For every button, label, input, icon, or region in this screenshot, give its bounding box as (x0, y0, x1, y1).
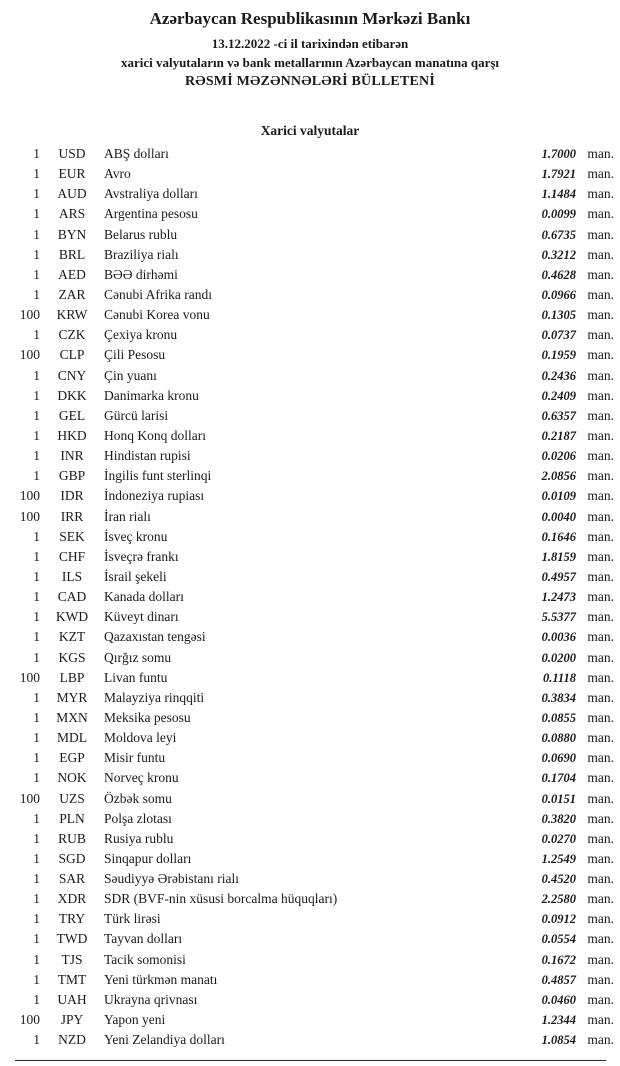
unit-label: man. (587, 830, 614, 846)
rate-row (12, 750, 614, 770)
unit-label: man. (587, 669, 614, 685)
currency-quantity: 1 (33, 327, 40, 343)
currency-name: Çexiya kronu (104, 327, 178, 343)
currency-code: RUB (58, 830, 86, 846)
currency-name: Tayvan dolları (104, 931, 183, 947)
rate-row (12, 569, 614, 589)
currency-name: Qazaxıstan tengəsi (104, 629, 206, 645)
unit-label: man. (587, 871, 614, 887)
currency-code: GBP (58, 468, 86, 484)
currency-code: EUR (58, 166, 86, 182)
unit-label: man. (587, 609, 614, 625)
rate-value: 0.2409 (541, 388, 576, 403)
currency-quantity: 100 (19, 790, 40, 806)
currency-code: CLP (59, 347, 85, 363)
currency-code: UAH (57, 991, 87, 1007)
currency-name: Rusiya rublu (104, 830, 174, 846)
currency-name: Səudiyyə Ərəbistanı rialı (104, 871, 239, 887)
unit-label: man. (587, 810, 614, 826)
unit-label: man. (587, 548, 614, 564)
currency-quantity: 1 (33, 589, 40, 605)
rate-row (12, 1012, 614, 1032)
unit-label: man. (587, 488, 614, 504)
rate-row (12, 468, 614, 488)
currency-code: KWD (55, 609, 89, 625)
rate-row (12, 670, 614, 690)
rate-value: 0.6735 (541, 227, 576, 242)
rate-row (12, 368, 614, 388)
rate-row (12, 1032, 614, 1052)
currency-code: SEK (59, 528, 85, 544)
rate-value: 0.0855 (541, 710, 576, 725)
currency-name: Avstraliya dolları (104, 186, 198, 202)
currency-name: Tacik somonisi (104, 951, 186, 967)
rate-row (12, 690, 614, 710)
currency-quantity: 1 (33, 871, 40, 887)
unit-label: man. (587, 1012, 614, 1028)
rate-row (12, 307, 614, 327)
currency-quantity: 1 (33, 971, 40, 987)
currency-code: TMT (57, 971, 87, 987)
unit-label: man. (587, 689, 614, 705)
rate-value: 0.3834 (541, 690, 576, 705)
rate-value: 0.3212 (541, 247, 576, 262)
currency-quantity: 1 (33, 387, 40, 403)
rate-value: 5.5377 (541, 610, 576, 625)
currency-code: GEL (58, 407, 86, 423)
rate-value: 1.0854 (541, 1033, 576, 1048)
unit-label: man. (587, 589, 614, 605)
rate-row (12, 287, 614, 307)
currency-quantity: 1 (33, 286, 40, 302)
currency-quantity: 1 (33, 730, 40, 746)
section-title: Xarici valyutalar (260, 123, 360, 138)
currency-name: Türk lirəsi (104, 911, 161, 927)
unit-label: man. (587, 850, 614, 866)
unit-label: man. (587, 327, 614, 343)
unit-label: man. (587, 166, 614, 182)
rate-row (12, 166, 614, 186)
rate-value: 0.0036 (541, 630, 576, 645)
rate-value: 0.0040 (541, 509, 576, 524)
currency-code: CZK (58, 327, 86, 343)
currency-name: Özbək somu (104, 790, 172, 806)
rate-value: 0.3820 (541, 811, 576, 826)
rate-row (12, 509, 614, 529)
currency-quantity: 1 (33, 548, 40, 564)
rate-value: 0.4628 (541, 267, 576, 282)
rate-value: 0.2187 (541, 428, 576, 443)
currency-code: CAD (57, 589, 87, 605)
currency-quantity: 100 (19, 488, 40, 504)
currency-quantity: 100 (19, 508, 40, 524)
unit-label: man. (587, 568, 614, 584)
rate-row (12, 931, 614, 951)
rate-value: 0.2436 (541, 368, 576, 383)
currency-quantity: 1 (33, 629, 40, 645)
rate-value: 1.2344 (541, 1013, 576, 1028)
rate-value: 0.0460 (541, 992, 576, 1007)
rate-value: 0.1704 (541, 771, 576, 786)
rate-value: 0.1118 (543, 670, 576, 685)
currency-quantity: 1 (33, 266, 40, 282)
rate-row (12, 267, 614, 287)
unit-label: man. (587, 307, 614, 323)
rate-value: 0.1672 (541, 952, 576, 967)
currency-name: Küveyt dinarı (104, 609, 179, 625)
currency-quantity: 100 (19, 669, 40, 685)
currency-name: Malayziya rinqqiti (104, 689, 205, 705)
rate-row (12, 448, 614, 468)
rate-value: 0.4520 (541, 872, 576, 887)
currency-name: İran rialı (104, 508, 151, 524)
rate-value: 0.0099 (541, 207, 576, 222)
currency-name: Meksika pesosu (104, 709, 191, 725)
rate-row (12, 428, 614, 448)
unit-label: man. (587, 951, 614, 967)
rate-value: 1.7000 (541, 147, 576, 161)
unit-label: man. (587, 468, 614, 484)
unit-label: man. (587, 991, 614, 1007)
rate-row (12, 851, 614, 871)
rate-row (12, 247, 614, 267)
rate-value: 2.0856 (541, 469, 576, 484)
currency-quantity: 1 (33, 689, 40, 705)
currency-code: TRY (58, 911, 86, 927)
unit-label: man. (587, 448, 614, 464)
bottom-divider (15, 1060, 606, 1061)
currency-quantity: 1 (33, 931, 40, 947)
currency-name: Moldova leyi (104, 730, 177, 746)
unit-label: man. (587, 1032, 614, 1048)
rate-value: 0.0200 (541, 650, 576, 665)
currency-code: NZD (58, 1032, 86, 1048)
currency-quantity: 1 (33, 367, 40, 383)
currency-name: İsveç kronu (104, 528, 168, 544)
currency-name: Polşa zlotası (104, 810, 172, 826)
currency-code: MDL (57, 730, 87, 746)
currency-name: Cənubi Afrika randı (104, 286, 212, 302)
currency-code: IRR (60, 508, 84, 524)
rate-row (12, 327, 614, 347)
currency-quantity: 1 (33, 246, 40, 262)
currency-name: Misir funtu (104, 750, 166, 766)
currency-name: İsveçrə frankı (104, 548, 179, 564)
rate-row (12, 549, 614, 569)
currency-quantity: 1 (33, 891, 40, 907)
currency-quantity: 1 (33, 186, 40, 202)
rate-value: 1.1484 (541, 187, 576, 202)
rate-row (12, 347, 614, 367)
rate-value: 0.1305 (541, 308, 576, 323)
rate-row (12, 609, 614, 629)
rate-row (12, 710, 614, 730)
rate-value: 0.0151 (541, 791, 576, 806)
rate-row (12, 831, 614, 851)
rate-value: 0.0690 (541, 751, 576, 766)
effective-date-line: 13.12.2022 -ci il tarixindən etibarən (211, 36, 409, 51)
currency-code: AED (58, 266, 86, 282)
currency-code: JPY (60, 1012, 84, 1028)
rate-row (12, 811, 614, 831)
bulletin-header (0, 0, 620, 90)
currency-name: Yeni Zelandiya dolları (104, 1032, 225, 1048)
currency-code: CHF (58, 548, 86, 564)
rate-row (12, 650, 614, 670)
currency-name: Gürcü larisi (104, 407, 169, 423)
currency-name: Braziliya rialı (104, 246, 179, 262)
currency-name: İngilis funt sterlinqi (104, 468, 212, 484)
currency-quantity: 1 (33, 609, 40, 625)
currency-name: Danimarka kronu (104, 387, 199, 403)
currency-code: CNY (57, 367, 87, 383)
currency-name: Kanada dolları (104, 589, 184, 605)
currency-quantity: 100 (19, 307, 40, 323)
scope-line: xarici valyutaların və bank metallarının Azərbaycan manatına qarşı (120, 55, 500, 70)
rate-value: 1.7921 (541, 167, 576, 182)
unit-label: man. (587, 407, 614, 423)
rate-row (12, 186, 614, 206)
unit-label: man. (587, 790, 614, 806)
currency-quantity: 1 (33, 146, 40, 161)
bulletin-title: RƏSMİ MƏZƏNNƏLƏRİ BÜLLETENİ (184, 74, 436, 89)
currency-name: Norveç kronu (104, 770, 179, 786)
currency-quantity: 1 (33, 951, 40, 967)
currency-code: LBP (59, 669, 85, 685)
currency-quantity: 1 (33, 830, 40, 846)
currency-quantity: 100 (19, 347, 40, 363)
rate-row (12, 589, 614, 609)
unit-label: man. (587, 347, 614, 363)
currency-code: MXN (56, 709, 88, 725)
unit-label: man. (587, 206, 614, 222)
rate-value: 1.8159 (541, 549, 576, 564)
rate-row (12, 730, 614, 750)
unit-label: man. (587, 266, 614, 282)
rate-value: 1.2549 (541, 851, 576, 866)
currency-code: PLN (59, 810, 85, 826)
currency-name: Honq Konq dolları (104, 427, 206, 443)
unit-label: man. (587, 891, 614, 907)
currency-code: NOK (57, 770, 87, 786)
currency-code: ZAR (58, 286, 86, 302)
currency-code: BYN (57, 226, 87, 242)
currency-code: SAR (58, 871, 86, 887)
unit-label: man. (587, 367, 614, 383)
currency-code: SGD (58, 850, 86, 866)
currency-quantity: 1 (33, 407, 40, 423)
rate-value: 0.0966 (541, 287, 576, 302)
unit-label: man. (587, 971, 614, 987)
rate-value: 0.0206 (541, 449, 576, 464)
currency-quantity: 1 (33, 649, 40, 665)
currency-name: Çili Pesosu (104, 347, 166, 363)
rate-value: 0.0554 (541, 932, 576, 947)
currency-name: İndoneziya rupiası (104, 488, 205, 504)
currency-name: SDR (BVF-nin xüsusi borcalma hüquqları) (104, 891, 338, 907)
rate-row (12, 871, 614, 891)
currency-code: KZT (58, 629, 86, 645)
currency-code: KRW (56, 307, 88, 323)
currency-quantity: 1 (33, 528, 40, 544)
rate-value: 0.4957 (541, 569, 576, 584)
currency-quantity: 1 (33, 568, 40, 584)
unit-label: man. (587, 508, 614, 524)
currency-name: Yeni türkmən manatı (104, 971, 218, 987)
currency-quantity: 1 (33, 468, 40, 484)
unit-label: man. (587, 246, 614, 262)
currency-quantity: 1 (33, 206, 40, 222)
unit-label: man. (587, 427, 614, 443)
unit-label: man. (587, 770, 614, 786)
rate-row (12, 770, 614, 790)
currency-code: ILS (61, 568, 83, 584)
currency-quantity: 1 (33, 991, 40, 1007)
currency-code: MYR (56, 689, 88, 705)
rate-row (12, 227, 614, 247)
unit-label: man. (587, 750, 614, 766)
currency-name: Qırğız somu (104, 649, 172, 665)
rate-value: 0.0912 (541, 912, 576, 927)
rate-value: 0.0880 (541, 731, 576, 746)
currency-name: BƏƏ dirhəmi (104, 266, 178, 282)
rate-row (12, 629, 614, 649)
currency-code: TJS (61, 951, 83, 967)
currency-quantity: 1 (33, 770, 40, 786)
rate-row (12, 529, 614, 549)
currency-name: Belarus rublu (104, 226, 178, 242)
currency-code: TWD (56, 931, 88, 947)
currency-quantity: 100 (19, 1012, 40, 1028)
unit-label: man. (587, 931, 614, 947)
currency-code: KGS (58, 649, 86, 665)
rates-table (0, 146, 620, 1052)
unit-label: man. (587, 146, 614, 161)
currency-name: İsrail şekeli (104, 568, 167, 584)
currency-quantity: 1 (33, 810, 40, 826)
unit-label: man. (587, 387, 614, 403)
currency-name: Avro (104, 166, 131, 182)
unit-label: man. (587, 709, 614, 725)
rate-value: 0.1959 (541, 348, 576, 363)
currency-code: UZS (59, 790, 85, 806)
rate-row (12, 488, 614, 508)
currency-code: ARS (58, 206, 86, 222)
rate-row (12, 206, 614, 226)
bank-title: Azərbaycan Respublikasının Mərkəzi Bankı (149, 9, 471, 28)
currency-code: BRL (58, 246, 86, 262)
unit-label: man. (587, 629, 614, 645)
rate-row (12, 952, 614, 972)
rate-row (12, 388, 614, 408)
rate-value: 0.0270 (541, 831, 576, 846)
rate-value: 1.2473 (541, 590, 576, 605)
rate-row (12, 791, 614, 811)
currency-name: Hindistan rupisi (104, 448, 191, 464)
currency-quantity: 1 (33, 709, 40, 725)
currency-code: INR (60, 448, 84, 464)
currency-name: Çin yuanı (104, 367, 157, 383)
unit-label: man. (587, 730, 614, 746)
currency-code: HKD (57, 427, 87, 443)
currency-quantity: 1 (33, 911, 40, 927)
currency-code: IDR (60, 488, 84, 504)
currency-code: DKK (57, 387, 87, 403)
currency-quantity: 1 (33, 226, 40, 242)
unit-label: man. (587, 528, 614, 544)
unit-label: man. (587, 286, 614, 302)
currency-quantity: 1 (33, 750, 40, 766)
unit-label: man. (587, 186, 614, 202)
rate-row (12, 408, 614, 428)
rate-row (12, 972, 614, 992)
unit-label: man. (587, 911, 614, 927)
currency-quantity: 1 (33, 166, 40, 182)
currency-name: Cənubi Korea vonu (104, 307, 210, 323)
unit-label: man. (587, 649, 614, 665)
rate-value: 0.1646 (541, 529, 576, 544)
currency-name: Yapon yeni (104, 1012, 166, 1028)
currency-code: USD (58, 146, 86, 161)
rate-value: 0.6357 (541, 408, 576, 423)
rate-row (12, 891, 614, 911)
rate-value: 0.4857 (541, 972, 576, 987)
currency-quantity: 1 (33, 448, 40, 464)
currency-name: Sinqapur dolları (104, 850, 192, 866)
currency-name: ABŞ dolları (104, 146, 169, 161)
currency-code: XDR (57, 891, 87, 907)
rate-row (12, 146, 614, 166)
currency-code: AUD (57, 186, 87, 202)
currency-quantity: 1 (33, 850, 40, 866)
currency-quantity: 1 (33, 427, 40, 443)
currency-name: Livan funtu (104, 669, 168, 685)
unit-label: man. (587, 226, 614, 242)
rate-value: 2.2580 (541, 892, 576, 907)
currency-quantity: 1 (33, 1032, 40, 1048)
currency-name: Argentina pesosu (104, 206, 198, 222)
rate-row (12, 992, 614, 1012)
currency-code: EGP (59, 750, 85, 766)
rate-row (12, 911, 614, 931)
rate-value: 0.0109 (541, 489, 576, 504)
currency-name: Ukrayna qrivnası (104, 991, 198, 1007)
rate-value: 0.0737 (541, 328, 576, 343)
